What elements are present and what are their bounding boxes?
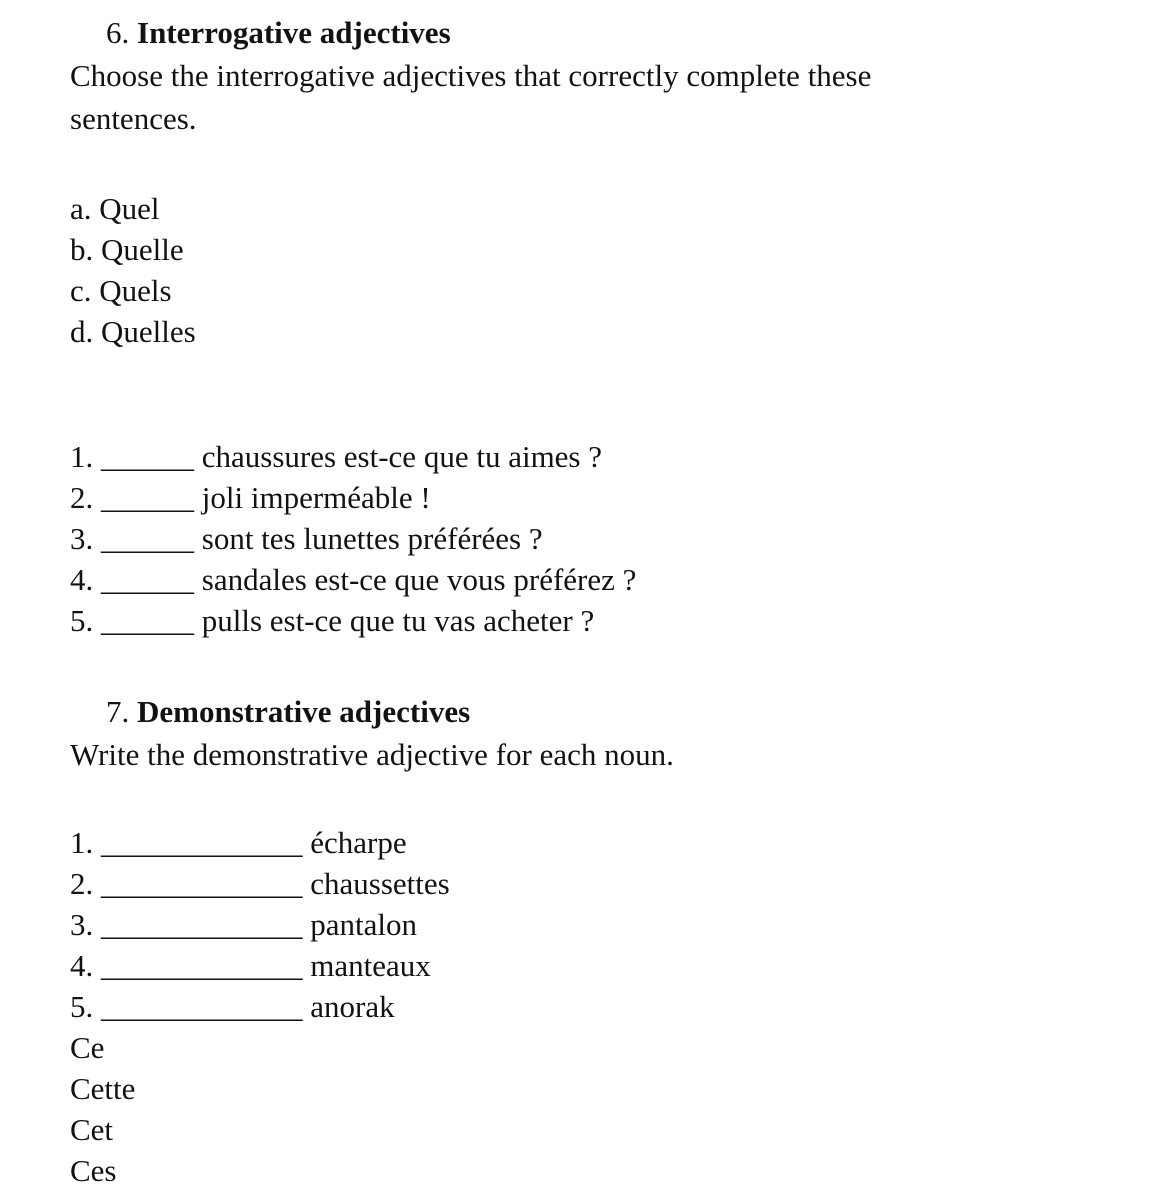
blank-line: ______ xyxy=(101,603,194,638)
item-number: 1. xyxy=(70,439,94,474)
exercise-item xyxy=(70,863,1102,904)
blank-line: _____________ xyxy=(101,866,303,901)
item-text: sandales est-ce que vous préférez ? xyxy=(201,562,637,597)
blank-line: _____________ xyxy=(101,948,303,983)
section-7-number: 7. xyxy=(106,694,130,729)
section-6-exercise-list xyxy=(70,436,1102,641)
item-number: 5. xyxy=(70,989,94,1024)
option-word: Quelle xyxy=(101,232,184,267)
answer-option xyxy=(70,229,1102,270)
word-bank-item: Ce xyxy=(70,1030,105,1065)
exercise-item xyxy=(70,904,1102,945)
option-letter: b. xyxy=(70,232,94,267)
item-text: écharpe xyxy=(310,825,407,860)
exercise-item xyxy=(70,822,1102,863)
item-text: pantalon xyxy=(310,907,417,942)
section-7-instructions: Write the demonstrative adjective for each noun. xyxy=(70,737,674,772)
option-letter: d. xyxy=(70,314,94,349)
blank-line: _____________ xyxy=(101,989,303,1024)
exercise-item xyxy=(70,436,1102,477)
item-text: anorak xyxy=(310,989,395,1024)
word-bank xyxy=(70,1027,1102,1191)
section-6-number: 6. xyxy=(106,15,130,50)
word-bank-item: Ces xyxy=(70,1153,117,1188)
item-number: 3. xyxy=(70,521,94,556)
item-number: 3. xyxy=(70,907,94,942)
blank-line: ______ xyxy=(101,562,194,597)
option-letter: c. xyxy=(70,273,92,308)
answer-option xyxy=(70,311,1102,352)
section-6-title: Interrogative adjectives xyxy=(137,15,451,50)
item-text: sont tes lunettes préférées ? xyxy=(201,521,543,556)
item-number: 4. xyxy=(70,562,94,597)
item-number: 2. xyxy=(70,866,94,901)
section-6-instructions: Choose the interrogative adjectives that correctly complete these sentences. xyxy=(70,58,872,136)
blank-line: ______ xyxy=(101,480,194,515)
exercise-item xyxy=(70,477,1102,518)
item-number: 5. xyxy=(70,603,94,638)
section-6-answer-options xyxy=(70,188,1102,352)
option-word: Quelles xyxy=(101,314,196,349)
word-bank-item: Cet xyxy=(70,1112,114,1147)
exercise-item xyxy=(70,559,1102,600)
blank-line: _____________ xyxy=(101,907,303,942)
section-7-title: Demonstrative adjectives xyxy=(137,694,471,729)
exercise-item xyxy=(70,518,1102,559)
item-number: 2. xyxy=(70,480,94,515)
item-text: pulls est-ce que tu vas acheter ? xyxy=(201,603,595,638)
item-number: 4. xyxy=(70,948,94,983)
item-number: 1. xyxy=(70,825,94,860)
item-text: manteaux xyxy=(310,948,431,983)
exercise-item xyxy=(70,600,1102,641)
option-word: Quel xyxy=(99,191,160,226)
blank-line: ______ xyxy=(101,439,194,474)
item-text: joli imperméable ! xyxy=(201,480,431,515)
answer-option xyxy=(70,270,1102,311)
blank-line: ______ xyxy=(101,521,194,556)
exercise-item xyxy=(70,945,1102,986)
option-letter: a. xyxy=(70,191,92,226)
option-word: Quels xyxy=(99,273,172,308)
answer-option xyxy=(70,188,1102,229)
section-6-heading xyxy=(70,12,1102,54)
exercise-item xyxy=(70,986,1102,1027)
item-text: chaussures est-ce que tu aimes ? xyxy=(201,439,603,474)
section-7-heading xyxy=(70,691,1102,733)
section-7-exercise-list xyxy=(70,822,1102,1027)
word-bank-item: Cette xyxy=(70,1071,136,1106)
blank-line: _____________ xyxy=(101,825,303,860)
item-text: chaussettes xyxy=(310,866,450,901)
